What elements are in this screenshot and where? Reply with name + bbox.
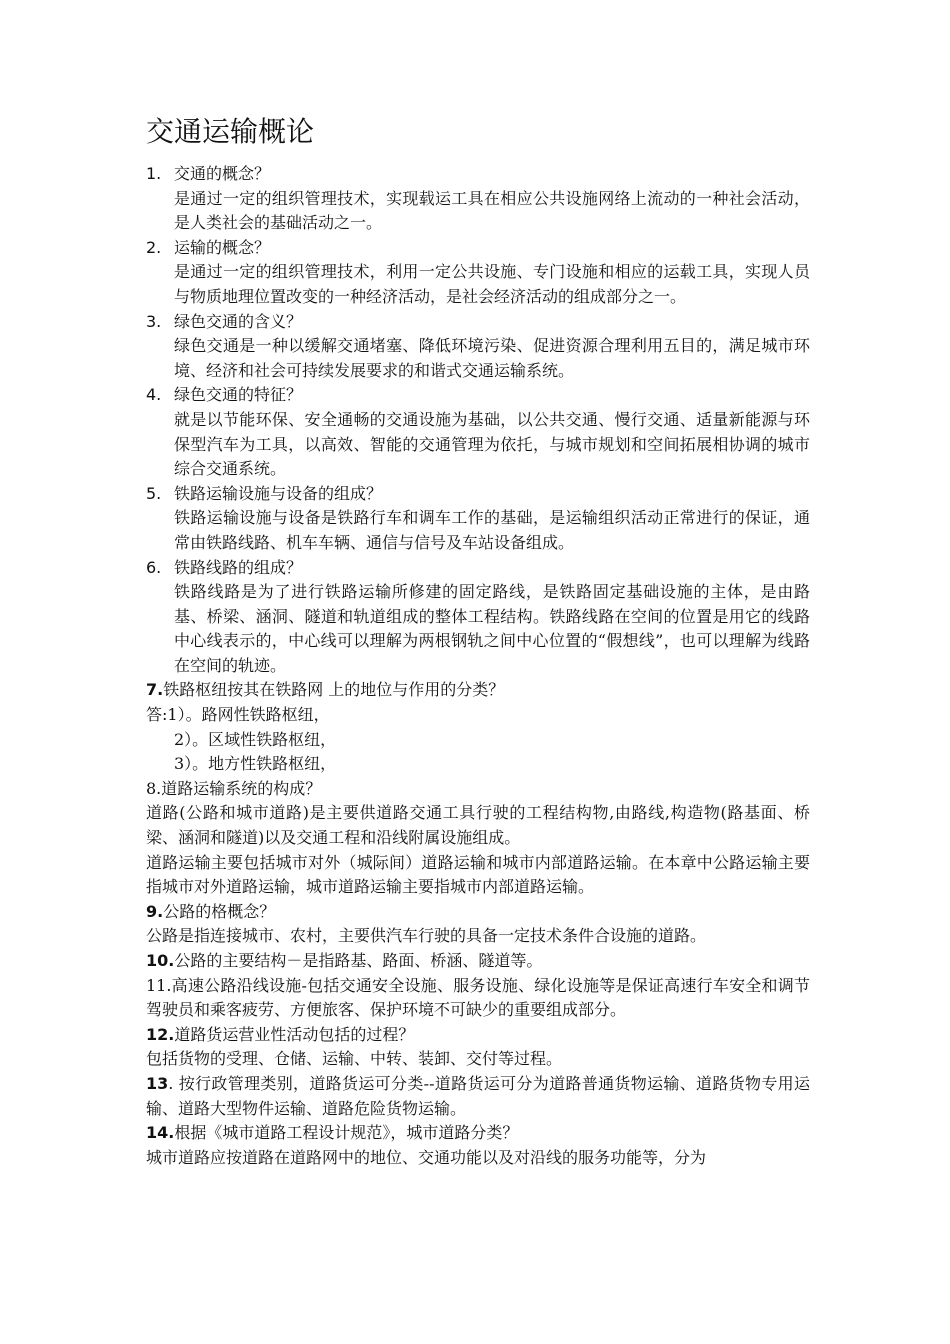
question-item: [146, 482, 810, 556]
question-item: [146, 556, 810, 679]
question-number: 9.: [146, 901, 164, 921]
answer-paragraph: 道路运输主要包括城市对外（城际间）道路运输和城市内部道路运输。在本章中公路运输主要指城市对外道路运输，城市道路运输主要指城市内部道路运输。: [146, 852, 810, 897]
question-text: 铁路线路的组成？: [174, 557, 303, 577]
question-heading: [146, 949, 810, 974]
answer-paragraph: 包括货物的受理、仓储、运输、中转、装卸、交付等过程。: [146, 1049, 563, 1069]
question-text: 道路运输系统的构成？: [161, 778, 322, 798]
question-text: 绿色交通的特征？: [174, 385, 303, 405]
answer-text: 就是以节能环保、安全通畅的交通设施为基础，以公共交通、慢行交通、适量新能源与环保型汽车为工具，以高效、智能的交通管理为依托，与城市规划和空间拓展相协调的城市综合交通系统。: [174, 409, 810, 479]
question-text: 绿色交通的含义？: [174, 311, 303, 331]
question-heading: [146, 1072, 810, 1121]
question-number: 1.: [146, 164, 162, 183]
question-text: 铁路运输设施与设备的组成？: [174, 483, 383, 503]
question-number: 10.: [146, 951, 175, 970]
question-number: 12.: [146, 1024, 175, 1044]
question-item: [146, 383, 810, 481]
question-number: 4.: [146, 385, 162, 405]
question-text: 交通的概念？: [174, 164, 271, 183]
question-number: 11.: [146, 975, 172, 995]
question-text: 道路货运营业性活动包括的过程？: [174, 1024, 415, 1044]
question-text: 公路的主要结构－是指路基、路面、桥涵、隧道等。: [174, 951, 543, 970]
question-number: 7.: [146, 680, 164, 700]
answer-line: 答:1）。路网性铁路枢纽，: [146, 705, 330, 725]
answer-paragraph: 公路是指连接城市、农村，主要供汽车行驶的具备一定技术条件合设施的道路。: [146, 926, 707, 946]
question-text: 公路的格概念？: [163, 901, 276, 921]
question-heading: [146, 678, 810, 703]
question-item: [146, 162, 810, 236]
question-text: 运输的概念？: [174, 237, 271, 257]
question-number: 6.: [146, 557, 162, 577]
question-heading: [146, 1023, 810, 1048]
document-title: 交通运输概论: [146, 115, 315, 148]
question-number: 3.: [146, 311, 162, 331]
answer-line: 2）。区域性铁路枢纽，: [174, 729, 337, 749]
answer-text: 铁路线路是为了进行铁路运输所修建的固定路线，是铁路固定基础设施的主体，是由路基、桥梁、涵洞、隧道和轨道组成的整体工程结构。铁路线路在空间的位置是用它的线路中心线表示的，中心线可以理解为两根钢轨之间中心位置的“假想线”，也可以理解为线路在空间的轨迹。: [174, 582, 810, 675]
answer-line: 3）。地方性铁路枢纽，: [174, 754, 337, 774]
question-item: [146, 310, 810, 384]
question-heading: [146, 1121, 810, 1146]
answer-text: 铁路运输设施与设备是铁路行车和调车工作的基础，是运输组织活动正常进行的保证，通常由铁路线路、机车车辆、通信与信号及车站设备组成。: [174, 508, 810, 552]
answer-text: 是通过一定的组织管理技术，利用一定公共设施、专门设施和相应的运载工具，实现人员与物质地理位置改变的一种经济活动，是社会经济活动的组成部分之一。: [174, 262, 810, 306]
question-text: 铁路枢纽按其在铁路网 上的地位与作用的分类？: [163, 680, 505, 700]
answer-paragraph: 城市道路应按道路在道路网中的地位、交通功能以及对沿线的服务功能等，分为: [146, 1147, 707, 1167]
question-item: [146, 236, 810, 310]
document-body: [146, 162, 810, 1170]
question-heading: [146, 900, 810, 925]
question-number: 14.: [146, 1123, 175, 1143]
question-number: 2.: [146, 237, 162, 257]
question-number: 8.: [146, 778, 162, 798]
question-heading: [146, 777, 810, 802]
question-heading: [146, 974, 810, 1023]
question-text: 根据《城市道路工程设计规范》，城市道路分类？: [174, 1123, 519, 1143]
answer-text: 是通过一定的组织管理技术，实现载运工具在相应公共设施网络上流动的一种社会活动，是人类社会的基础活动之一。: [174, 188, 810, 233]
question-text: 高速公路沿线设施-包括交通安全设施、服务设施、绿化设施等是保证高速行车安全和调节驾驶员和乘客疲劳、方便旅客、保护环境不可缺少的重要组成部分。: [146, 975, 810, 1020]
question-number: 13: [146, 1073, 169, 1093]
question-text: . 按行政管理类别，道路货运可分类--道路货运可分为道路普通货物运输、道路货物专用运输、道路大型物件运输、道路危险货物运输。: [146, 1073, 810, 1118]
question-number: 5.: [146, 483, 162, 503]
answer-text: 绿色交通是一种以缓解交通堵塞、降低环境污染、促进资源合理利用五目的，满足城市环境、经济和社会可持续发展要求的和谐式交通运输系统。: [174, 336, 810, 380]
answer-paragraph: 道路(公路和城市道路)是主要供道路交通工具行驶的工程结构物,由路线,构造物(路基面、桥梁、涵洞和隧道)以及交通工程和沿线附属设施组成。: [146, 803, 810, 848]
